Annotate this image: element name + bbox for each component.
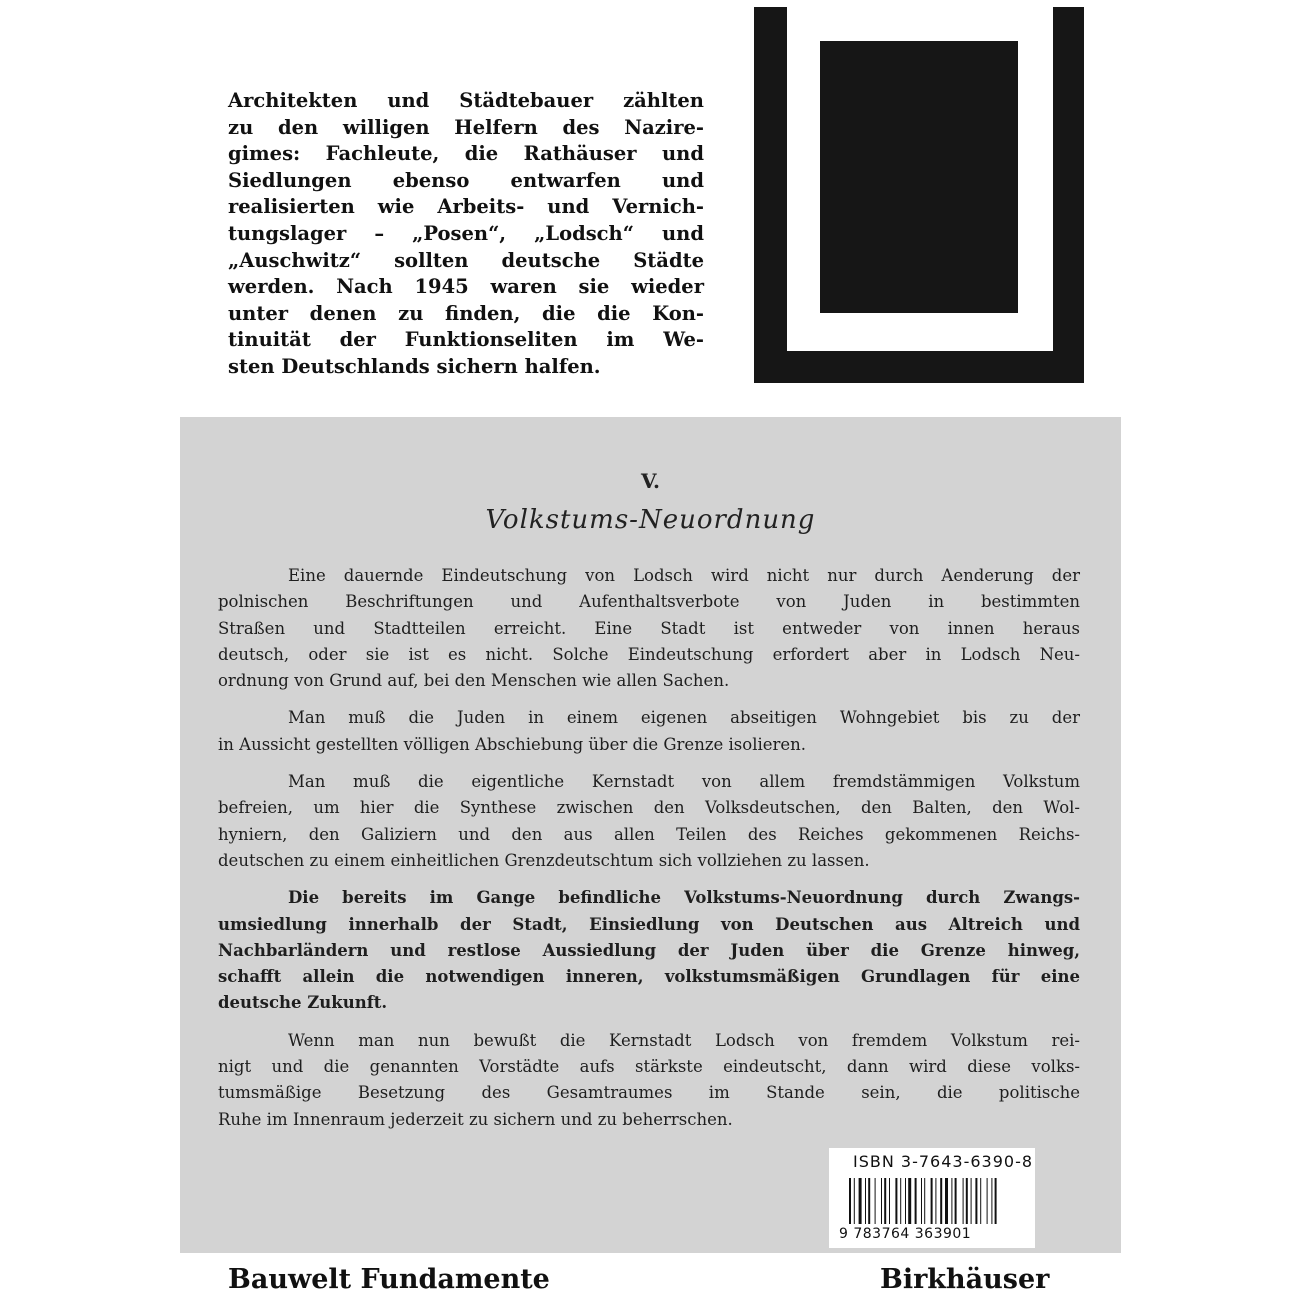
barcode-bar xyxy=(921,1178,922,1224)
scan-line: Straßen und Stadtteilen erreicht. Eine Stadt ist entweder von innen heraus xyxy=(218,618,1080,638)
blurb-line: Architekten und Städtebauer zählten xyxy=(228,89,704,112)
scan-line: Wenn man nun bewußt die Kernstadt Lodsch von fremdem Volkstum rei- xyxy=(288,1030,1080,1050)
barcode-bar xyxy=(945,1178,948,1224)
barcode-bar xyxy=(924,1178,925,1224)
scan-paragraph xyxy=(218,705,1080,758)
historical-document-scan xyxy=(180,417,1121,1253)
scan-line: schafft allein die notwendigen inneren, volkstumsmäßigen Grundlagen für eine xyxy=(218,967,1080,987)
scan-line: deutsch, oder sie ist es nicht. Solche Eindeutschung erfordert aber in Lodsch Neu- xyxy=(218,644,1080,664)
barcode-bar xyxy=(980,1178,981,1224)
scan-line: Man muß die eigentliche Kernstadt von allem fremdstämmigen Volkstum xyxy=(288,772,1080,792)
blurb-line: Siedlungen ebenso entwarfen und xyxy=(228,168,704,192)
barcode-bar xyxy=(955,1178,957,1224)
barcode-bar xyxy=(854,1178,855,1224)
barcode-number: 9 783764 363901 xyxy=(839,1226,972,1242)
barcode-bar xyxy=(931,1178,933,1224)
barcode-bar xyxy=(849,1178,851,1224)
scan-paragraph xyxy=(218,563,1080,694)
scan-line: ordnung von Grund auf, bei den Menschen wie allen Sachen. xyxy=(218,671,730,691)
barcode-bar xyxy=(991,1178,992,1224)
barcode-bar xyxy=(951,1178,952,1224)
blurb-line: tungslager – „Posen“, „Lodsch“ und xyxy=(228,221,704,245)
barcode-bar xyxy=(940,1178,942,1224)
scan-line: deutschen zu einem einheitlichen Grenzdeutschtum sich vollziehen zu lassen. xyxy=(218,850,870,870)
blurb-line: „Auschwitz“ sollten deutsche Städte xyxy=(228,248,704,272)
scan-line: befreien, um hier die Synthese zwischen den Volksdeutschen, den Balten, den Wol- xyxy=(218,798,1080,818)
barcode-bar xyxy=(987,1178,988,1224)
scan-line: Nachbarländern und restlose Aussiedlung der Juden über die Grenze hinweg, xyxy=(218,940,1080,960)
scan-line: Die bereits im Gange befindliche Volkstums-Neuordnung durch Zwangs- xyxy=(288,888,1080,908)
isbn-label: ISBN 3-7643-6390-8 xyxy=(853,1152,1034,1171)
blurb-line: unter denen zu finden, die die Kon- xyxy=(228,301,704,325)
barcode-image xyxy=(849,1178,1031,1224)
barcode-bar xyxy=(995,1178,997,1224)
scan-line: deutsche Zukunft. xyxy=(218,993,388,1013)
scan-line: nigt und die genannten Vorstädte aufs stärkste eindeutscht, dann wird diese volks- xyxy=(218,1057,1080,1077)
blurb-line: zu den willigen Helfern des Nazire- xyxy=(228,115,704,139)
barcode-bar xyxy=(875,1178,876,1224)
barcode-bar xyxy=(900,1178,901,1224)
scan-line: umsiedlung innerhalb der Stadt, Einsiedlung von Deutschen aus Altreich und xyxy=(218,914,1080,934)
scan-line: tumsmäßige Besetzung des Gesamtraumes im Stande sein, die politische xyxy=(218,1083,1080,1103)
scan-title: Volkstums-Neuordnung xyxy=(485,505,816,535)
barcode-bar xyxy=(971,1178,972,1224)
barcode-bar xyxy=(966,1178,968,1224)
scan-line: in Aussicht gestellten völligen Abschiebung über die Grenze isolieren. xyxy=(218,734,807,754)
barcode-bar xyxy=(884,1178,886,1224)
publisher-name: Birkhäuser xyxy=(880,1264,1050,1295)
scan-line: Ruhe im Innenraum jederzeit zu sichern und zu beherrschen. xyxy=(218,1109,733,1129)
scan-body xyxy=(218,563,1080,1144)
series-title: Bauwelt Fundamente xyxy=(228,1264,550,1295)
barcode-bar xyxy=(905,1178,906,1224)
scan-paragraph xyxy=(218,1028,1080,1133)
scan-chapter-heading: V. xyxy=(641,469,660,493)
barcode-bar xyxy=(868,1178,870,1224)
blurb-line: tinuität der Funktionseliten im We- xyxy=(228,328,704,352)
back-cover-blurb xyxy=(228,88,704,381)
barcode-bar xyxy=(915,1178,917,1224)
barcode-bar xyxy=(895,1178,897,1224)
barcode-bar xyxy=(963,1178,964,1224)
blurb-line: werden. Nach 1945 waren sie wieder xyxy=(228,275,704,299)
barcode-bar xyxy=(935,1178,936,1224)
series-logo-block xyxy=(820,41,1018,313)
barcode-bar xyxy=(908,1178,911,1224)
scan-paragraph xyxy=(218,769,1080,874)
isbn-barcode-box xyxy=(829,1148,1035,1248)
barcode-bar xyxy=(865,1178,866,1224)
barcode-bar xyxy=(859,1178,862,1224)
barcode-bar xyxy=(975,1178,977,1224)
scan-line: Man muß die Juden in einem eigenen abseitigen Wohngebiet bis zu der xyxy=(288,708,1080,728)
blurb-line: realisierten wie Arbeits- und Vernich- xyxy=(228,195,704,219)
barcode-bar xyxy=(889,1178,890,1224)
blurb-line: sten Deutschlands sichern halfen. xyxy=(228,354,601,378)
blurb-line: gimes: Fachleute, die Rathäuser und xyxy=(228,142,704,166)
barcode-bar xyxy=(881,1178,882,1224)
scan-line: polnischen Beschriftungen und Aufenthaltsverbote von Juden in bestimmten xyxy=(218,592,1080,612)
scan-line: hyniern, den Galiziern und den aus allen Teilen des Reiches gekommenen Reichs- xyxy=(218,824,1080,844)
scan-line: Eine dauernde Eindeutschung von Lodsch wird nicht nur durch Aenderung der xyxy=(288,566,1080,585)
scan-paragraph xyxy=(218,885,1080,1016)
